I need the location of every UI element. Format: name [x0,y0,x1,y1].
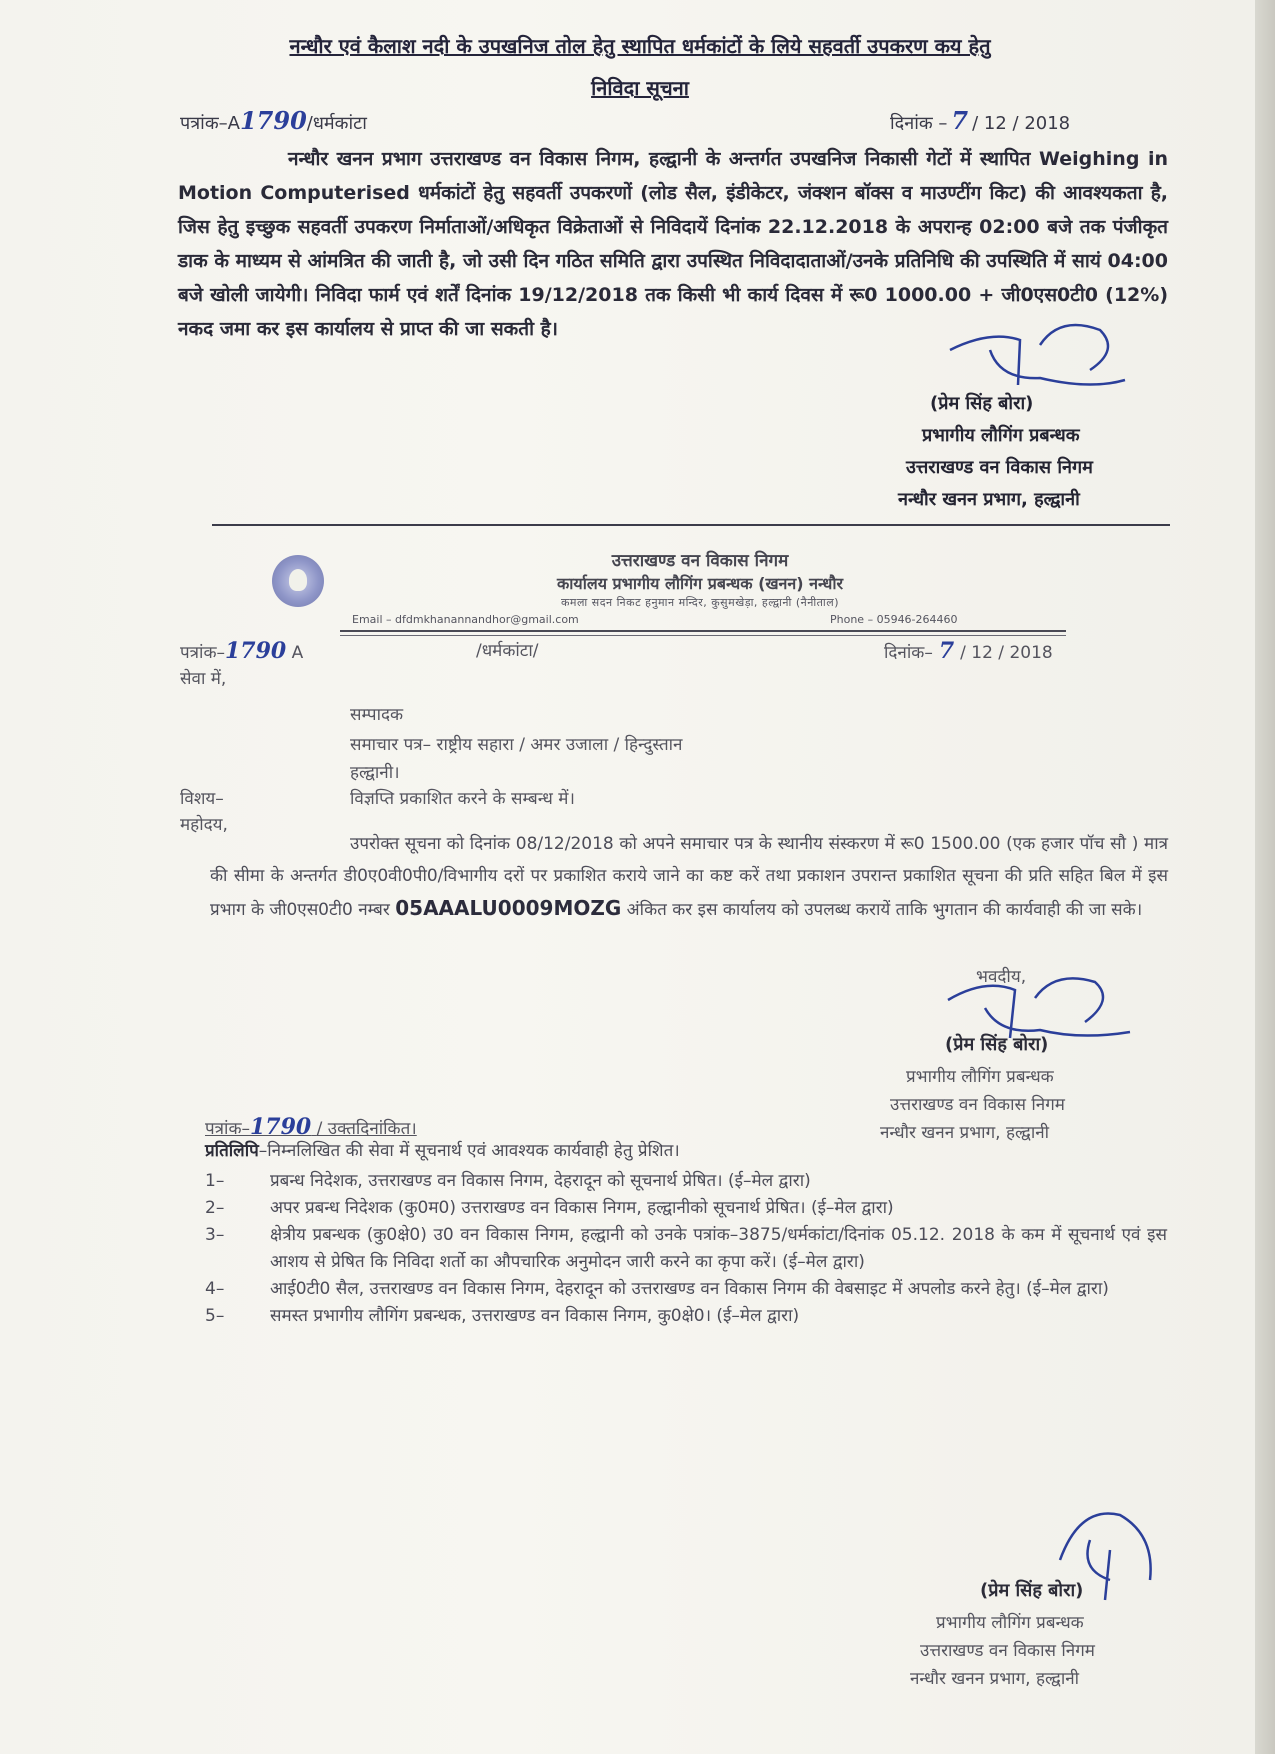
letter-date [884,636,1053,668]
copy-signature-division: नन्धौर खनन प्रभाग, हल्द्वानी [910,1669,1080,1689]
list-item-number: 3– [205,1225,225,1245]
notice-date [890,106,1070,135]
letterhead-email: Email – dfdmkhanannandhor@gmail.com [352,613,579,626]
notice-reference [180,106,367,135]
organization-logo [272,555,324,607]
copy-signature-designation: प्रभागीय लौगिंग प्रबन्धक [936,1613,1084,1633]
copy-ref-handwritten: 1790 [250,1114,312,1140]
copy-heading-rest: –निम्नलिखित की सेवा में सूचनार्थ एवं आवश्यक कार्यवाही हेतु प्रेशित। [258,1141,680,1161]
letterhead-office: कार्यालय प्रभागीय लौगिंग प्रबन्धक (खनन) नन्धौर [556,574,844,593]
recipient-city: हल्द्वानी। [350,763,400,783]
copy-list [205,1168,1167,1330]
signature-org: उत्तराखण्ड वन विकास निगम [906,457,1093,478]
ref-handwritten-number: 1790 [239,106,307,135]
notice-subtitle: निविदा सूचना [591,76,689,100]
letter-signature-name: (प्रेम सिंह बोरा) [945,1034,1049,1055]
recipient-title: सम्पादक [350,705,404,725]
notice-body: नन्धौर खनन प्रभाग उत्तराखण्ड वन विकास निगम, हल्द्वानी के अन्तर्गत उपखनिज निकासी गेटों में स्थापित Weighing in Motion Computerised धर्मकांटों हेतु सहवर्ती उपकरणों (लोड सैल, इंडीकेटर, जंक्शन बॉक्स व माउण्टींग किट) की आवश्यकता है, जिस हेतु इच्छुक सहवर्ती उपकरण निर्माताओं/अधिकृत विक्रेताओं से निविदायें दिनांक 22.12.2018 के अपरान्ह 02:00 बजे तक पंजीकृत डाक के माध्यम से आंमत्रित की जाती है, जो उसी दिन गठित समिति द्वारा उपस्थित निविदादाताओं/उनके प्रतिनिधि की उपस्थिति में सायं 04:00 बजे खोली जायेगी। निविदा फार्म एवं शर्तें दिनांक 19/12/2018 तक किसी भी कार्य दिवस में रू0 1000.00 + जी0एस0टी0 (12%) नकद जमा कर इस कार्यालय से प्राप्त की जा सकती है। [178,148,1168,340]
subject-text: विज्ञप्ति प्रकाशित करने के सम्बन्ध में। [350,789,575,809]
letter-body-before-gst: उपरोक्त सूचना को दिनांक 08/12/2018 को अपने समाचार पत्र के स्थानीय संस्करण में रू0 1500.00 (एक हजार पॉच सौ ) मात्र की सीमा के अन्तर्गत डी0ए0वी0पी0/विभागीय दरों पर प्रकाशित कराये जाने का कष्ट करें तथा प्रकाशन उपरान्त प्रकाशित सूचना की प्रति सहित बिल में इस प्रभाग के जी0एस0टी0 नम्बर [210,834,1168,920]
copy-signature-org: उत्तराखण्ड वन विकास निगम [920,1641,1095,1661]
signature-scribble [930,310,1130,400]
signature-designation: प्रभागीय लौगिंग प्रबन्धक [922,425,1080,446]
letter-date-suffix: / 12 / 2018 [960,643,1053,663]
letter-ref-suffix: A [291,643,304,663]
letter-body [210,828,1168,926]
letterhead-org: उत्तराखण्ड वन विकास निगम [611,551,789,571]
list-item-number: 5– [205,1306,225,1326]
letter-date-handwritten: 7 [938,638,955,664]
list-item [205,1276,1167,1303]
signature-division: नन्धौर खनन प्रभाग, हल्द्वानी [898,489,1080,510]
ref-prefix: पत्रांक–A [180,113,240,134]
list-item-text: क्षेत्रीय प्रबन्धक (कु0क्षे0) उ0 वन विकास निगम, हल्द्वानी को उनके पत्रांक–3875/धर्मकांटा/दिनांक 05.12. 2018 के कम में सूचनार्थ एवं इस आशय से प्रेषित कि निविदा शर्तो का औपचारिक अनुमोदन जारी करने का कृपा करें। (ई–मेल द्वारा) [270,1225,1167,1272]
letter-ref-handwritten: 1790 [225,638,287,664]
list-item [205,1195,1167,1222]
copy-ref-suffix: / उक्तदिनांकित। [316,1119,417,1139]
copy-heading [205,1138,680,1161]
date-suffix: / 12 / 2018 [972,113,1071,134]
letterhead-address: कमला सदन निकट हनुमान मन्दिर, कुसुमखेड़ा, हल्द्वानी (नैनीताल) [560,596,840,609]
letter-to: सेवा में, [180,669,227,689]
list-item [205,1303,1167,1330]
ref-suffix: /धर्मकांटा [306,113,367,134]
letter-signature-division: नन्धौर खनन प्रभाग, हल्द्वानी [880,1123,1050,1143]
letter-date-prefix: दिनांक– [884,643,933,663]
letter-closing: भवदीय, [976,967,1027,987]
list-item [205,1222,1167,1276]
letter-signature-org: उत्तराखण्ड वन विकास निगम [890,1095,1065,1115]
list-item-text: आई0टी0 सैल, उत्तराखण्ड वन विकास निगम, देहरादून को उत्तराखण्ड वन विकास निगम की वेबसाइट में अपलोड करने हेतु। (ई–मेल द्वारा) [270,1279,1109,1299]
copy-signature-name: (प्रेम सिंह बोरा) [980,1580,1084,1601]
gst-number: 05AAALU0009MOZG [395,896,622,920]
page-edge [1255,0,1275,1754]
notice-title: नन्धौर एवं कैलाश नदी के उपखनिज तोल हेतु स्थापित धर्मकांटों के लिये सहवर्ती उपकरण कय हेतु [289,34,991,58]
salutation: महोदय, [180,815,228,835]
copy-ref-prefix: पत्रांक– [205,1119,250,1139]
list-item [205,1168,1167,1195]
list-item-text: अपर प्रबन्ध निदेशक (कु0म0) उत्तराखण्ड वन विकास निगम, हल्द्वानीको सूचनार्थ प्रेषित। (ई–मेल द्वारा) [270,1198,894,1218]
letter-signature-designation: प्रभागीय लौगिंग प्रबन्धक [906,1067,1054,1087]
copy-heading-bold: प्रतिलिपि [205,1141,259,1161]
letter-body-after-gst: अंकित कर इस कार्यालय को उपलब्ध करायें ताकि भुगतान की कार्यवाही की जा सके। [626,900,1143,920]
list-item-number: 2– [205,1198,225,1218]
list-item-text: समस्त प्रभागीय लौगिंग प्रबन्धक, उत्तराखण्ड वन विकास निगम, कु0क्षे0। (ई–मेल द्वारा) [270,1306,800,1326]
subject-label: विशय– [180,789,224,809]
letterhead-phone: Phone – 05946-264460 [830,613,958,626]
date-prefix: दिनांक – [890,113,948,134]
letter-ref-prefix: पत्रांक– [180,643,225,663]
list-item-number: 1– [205,1171,225,1191]
letter-ref-mid: /धर्मकांटा/ [476,641,539,661]
list-item-number: 4– [205,1279,225,1299]
list-item-text: प्रबन्ध निदेशक, उत्तराखण्ड वन विकास निगम, देहरादून को सूचनार्थ प्रेषित। (ई–मेल द्वारा) [270,1171,811,1191]
date-handwritten-day: 7 [951,106,969,135]
signature-name: (प्रेम सिंह बोरा) [930,393,1034,414]
recipient-papers: समाचार पत्र– राष्ट्रीय सहारा / अमर उजाला / हिन्दुस्तान [350,735,683,755]
section-divider [212,524,1170,526]
letterhead-rule [340,630,1066,632]
